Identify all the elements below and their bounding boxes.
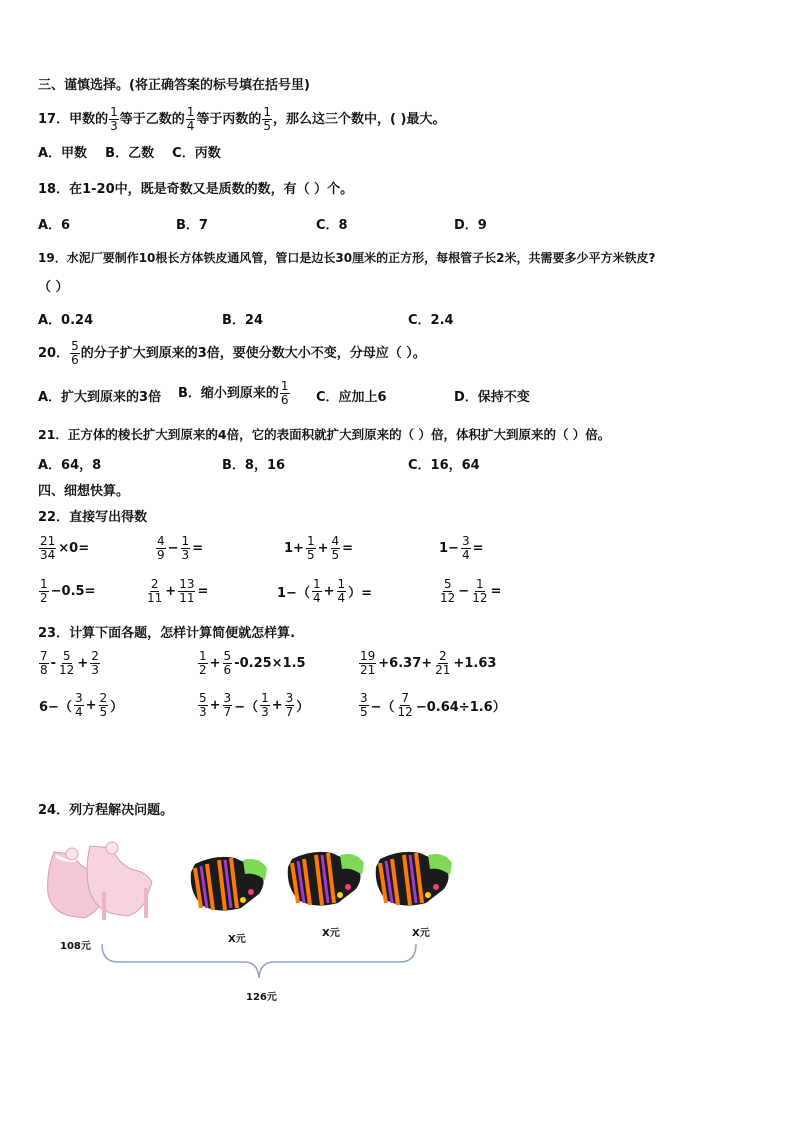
- q18-option-a: A．6: [38, 218, 71, 233]
- q22-expr-2: $\frac{4}{9}$ − $\frac{1}{3}$ =: [157, 534, 204, 562]
- total-price-label: 126元: [246, 992, 277, 1003]
- section-4-title: 四、细想快算。: [38, 484, 130, 499]
- q22-expr-4: 1− $\frac{3}{4}$ =: [439, 534, 484, 562]
- q21-option-b: B．8，16: [222, 458, 286, 473]
- section-3-title: 三、谨慎选择。(将正确答案的标号填在括号里): [38, 78, 310, 93]
- q19-option-b: B．24: [222, 313, 263, 328]
- q19-option-c: C．2.4: [408, 313, 454, 328]
- q23-expr-4: 6−（ $\frac{3}{4}$ + $\frac{2}{5}$ ）: [39, 691, 124, 719]
- q22-expr-6: $\frac{2}{11}$ + $\frac{13}{11}$ =: [147, 577, 209, 605]
- total-brace: [98, 940, 420, 984]
- q22-expr-3: 1+ $\frac{1}{5}$ + $\frac{4}{5}$ =: [284, 534, 354, 562]
- q20-option-b: B．缩小到原来的 $\frac{1}{6}$: [178, 379, 289, 407]
- question-18: 18．在1-20中，既是奇数又是质数的数，有（ ）个。: [38, 182, 354, 197]
- q23-expr-6: $\frac{3}{5}$ −（ $\frac{7}{12}$ −0.64÷1.6）: [360, 691, 506, 719]
- q17-options: A．甲数 B．乙数 C．丙数: [38, 146, 221, 161]
- question-22-title: 22．直接写出得数: [38, 510, 148, 525]
- q22-expr-7: 1−（ $\frac{1}{4}$ + $\frac{1}{4}$ ）=: [277, 577, 373, 605]
- q23-expr-1: $\frac{7}{8}$ - $\frac{5}{12}$ + $\frac{2}{3}$: [40, 649, 99, 677]
- question-21: 21．正方体的棱长扩大到原来的4倍，它的表面积就扩大到原来的（ ）倍，体积扩大到原来的（ ）倍。: [38, 427, 611, 442]
- q21-option-c: C．16，64: [408, 458, 480, 473]
- sock-price-label-2: X元: [322, 928, 340, 939]
- q23-expr-5: $\frac{5}{3}$ + $\frac{3}{7}$ −（ $\frac{1}{3}$ + $\frac{3}{7}$ ）: [199, 691, 310, 719]
- question-24-title: 24．列方程解决问题。: [38, 803, 174, 818]
- q22-expr-8: $\frac{5}{12}$ − $\frac{1}{12}$ =: [440, 577, 502, 605]
- q18-option-c: C．8: [316, 218, 348, 233]
- q19-answer-paren: （ ）: [38, 280, 69, 295]
- shoe-price-label: 108元: [60, 941, 91, 952]
- sock-price-label-3: X元: [412, 928, 430, 939]
- q18-option-b: B．7: [176, 218, 208, 233]
- q22-expr-1: $\frac{21}{34}$ ×0=: [40, 534, 90, 562]
- q21-option-a: A．64，8: [38, 458, 102, 473]
- q18-option-d: D．9: [454, 218, 487, 233]
- q20-option-d: D．保持不变: [454, 390, 530, 405]
- q20-option-a: A．扩大到原来的3倍: [38, 390, 162, 405]
- question-17: 17．甲数的 $\frac{1}{3}$ 等于乙数的 $\frac{1}{4}$ 等于丙数的 $\frac{1}{5}$ ，那么这三个数中，( )最大。: [38, 105, 446, 133]
- q19-option-a: A．0.24: [38, 313, 94, 328]
- sock-price-label-1: X元: [228, 934, 246, 945]
- q20-option-c: C．应加上6: [316, 390, 387, 405]
- q23-expr-2: $\frac{1}{2}$ + $\frac{5}{6}$ -0.25×1.5: [199, 649, 306, 677]
- shoes-image: [40, 832, 158, 924]
- question-20: 20． $\frac{5}{6}$ 的分子扩大到原来的3倍，要使分数大小不变，分母应（ ）。: [38, 339, 426, 367]
- question-23-title: 23．计算下面各题，怎样计算简便就怎样算.: [38, 626, 296, 641]
- question-19: 19．水泥厂要制作10根长方体铁皮通风管，管口是边长30厘米的正方形，每根管子长2米，共需要多少平方米铁皮?: [38, 251, 656, 265]
- sock-image-2: [282, 845, 368, 909]
- sock-image-3: [370, 845, 456, 909]
- sock-image-1: [185, 850, 271, 914]
- q22-expr-5: $\frac{1}{2}$ −0.5=: [40, 577, 96, 605]
- q23-expr-3: $\frac{19}{21}$ +6.37+ $\frac{2}{21}$ +1.63: [360, 649, 497, 677]
